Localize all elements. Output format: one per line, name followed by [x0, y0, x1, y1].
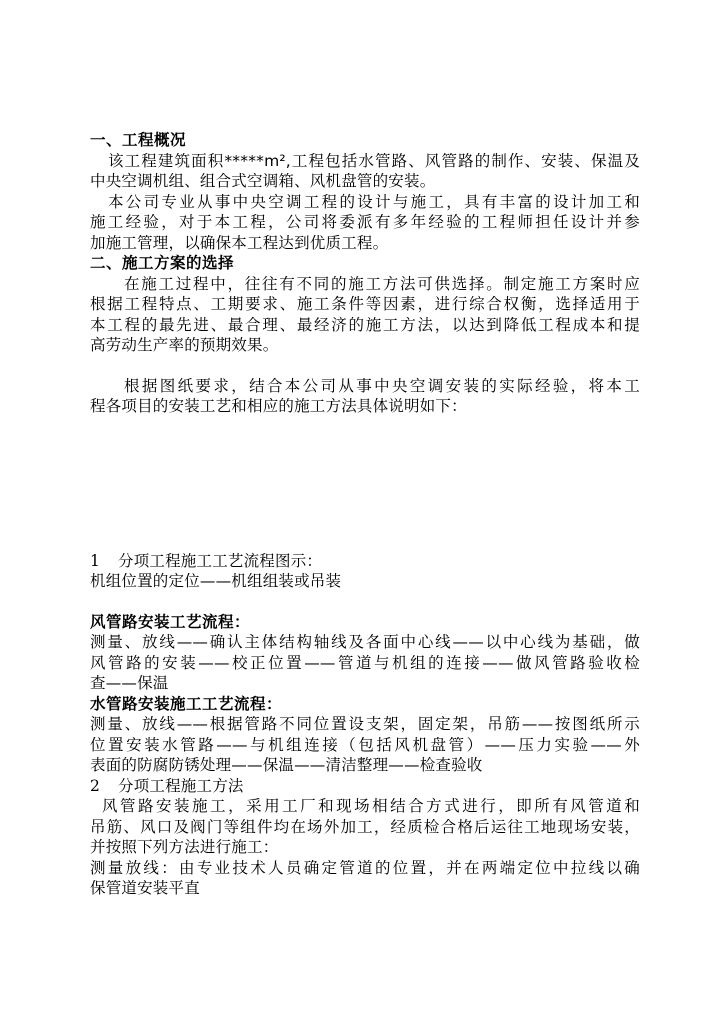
paragraph-line: 测量、放线——根据管路不同位置设支架，固定架，吊筋——按图纸所示	[90, 715, 640, 733]
paragraph-line: 本工程的最先进、最合理、最经济的施工方法，以达到降低工程成本和提	[90, 315, 640, 334]
blank-area	[90, 417, 640, 551]
paragraph-line: 程各项目的安装工艺和相应的施工方法具体说明如下：	[90, 397, 467, 415]
paragraph-line: 查——保温	[90, 674, 169, 692]
paragraph-line: 施工经验，对于本工程，公司将委派有多年经验的工程师担任设计并参	[90, 213, 640, 231]
item-number: 2	[90, 776, 101, 795]
paragraph-line: 并按照下列方法进行施工：	[90, 838, 279, 856]
section-heading-construction-plan: 二、施工方案的选择	[90, 254, 235, 272]
paragraph-line: 保管道安装平直	[90, 879, 200, 897]
item-title: 分项工程施工工艺流程图示：	[118, 551, 323, 570]
blank-line	[90, 356, 640, 376]
water-pipe-process-heading: 水管路安装施工工艺流程：	[90, 694, 283, 713]
document-page	[90, 130, 640, 899]
paragraph-line: 位置安装水管路——与机组连接（包括风机盘管）——压力实验——外	[90, 735, 640, 754]
paragraph-line: 测量放线：由专业技术人员确定管道的位置，并在两端定位中拉线以确	[90, 858, 640, 877]
paragraph-line: 机组位置的定位——机组组装或吊装	[90, 572, 342, 590]
paragraph-line: 该工程建筑面积*****m²,工程包括水管路、风管路的制作、安装、保温及	[108, 151, 640, 170]
paragraph-line: 根据图纸要求，结合本公司从事中央空调安装的实际经验，将本工	[124, 376, 640, 395]
paragraph-line: 高劳动生产率的预期效果。	[90, 336, 279, 354]
air-duct-process-heading: 风管路安装工艺流程：	[90, 612, 251, 631]
numbered-item-1	[90, 551, 640, 572]
paragraph-line: 测量、放线——确认主体结构轴线及各面中心线——以中心线为基础，做	[90, 633, 640, 651]
numbered-item-2	[90, 776, 640, 797]
paragraph-line: 风管路安装施工，采用工厂和现场相结合方式进行，即所有风管道和	[102, 797, 640, 815]
section-heading-project-overview: 一、工程概况	[90, 131, 187, 149]
paragraph-line: 表面的防腐防锈处理——保温——清洁整理——检查验收	[90, 756, 483, 774]
paragraph-line: 吊筋、风口及阀门等组件均在场外加工，经质检合格后运往工地现场安装，	[90, 817, 640, 836]
paragraph-line: 本公司专业从事中央空调工程的设计与施工，具有丰富的设计加工和	[108, 192, 640, 211]
blank-line	[90, 592, 640, 612]
paragraph-line: 在施工过程中，往往有不同的施工方法可供选择。制定施工方案时应	[124, 274, 640, 293]
paragraph-line: 根据工程特点、工期要求、施工条件等因素，进行综合权衡，选择适用于	[90, 295, 640, 313]
paragraph-line: 中央空调机组、组合式空调箱、风机盘管的安装。	[90, 172, 436, 190]
item-title: 分项工程施工方法	[118, 776, 244, 795]
paragraph-line: 风管路的安装——校正位置——管道与机组的连接——做风管路验收检	[90, 653, 640, 672]
item-number: 1	[90, 551, 101, 570]
paragraph-line: 加施工管理，以确保本工程达到优质工程。	[90, 233, 389, 252]
